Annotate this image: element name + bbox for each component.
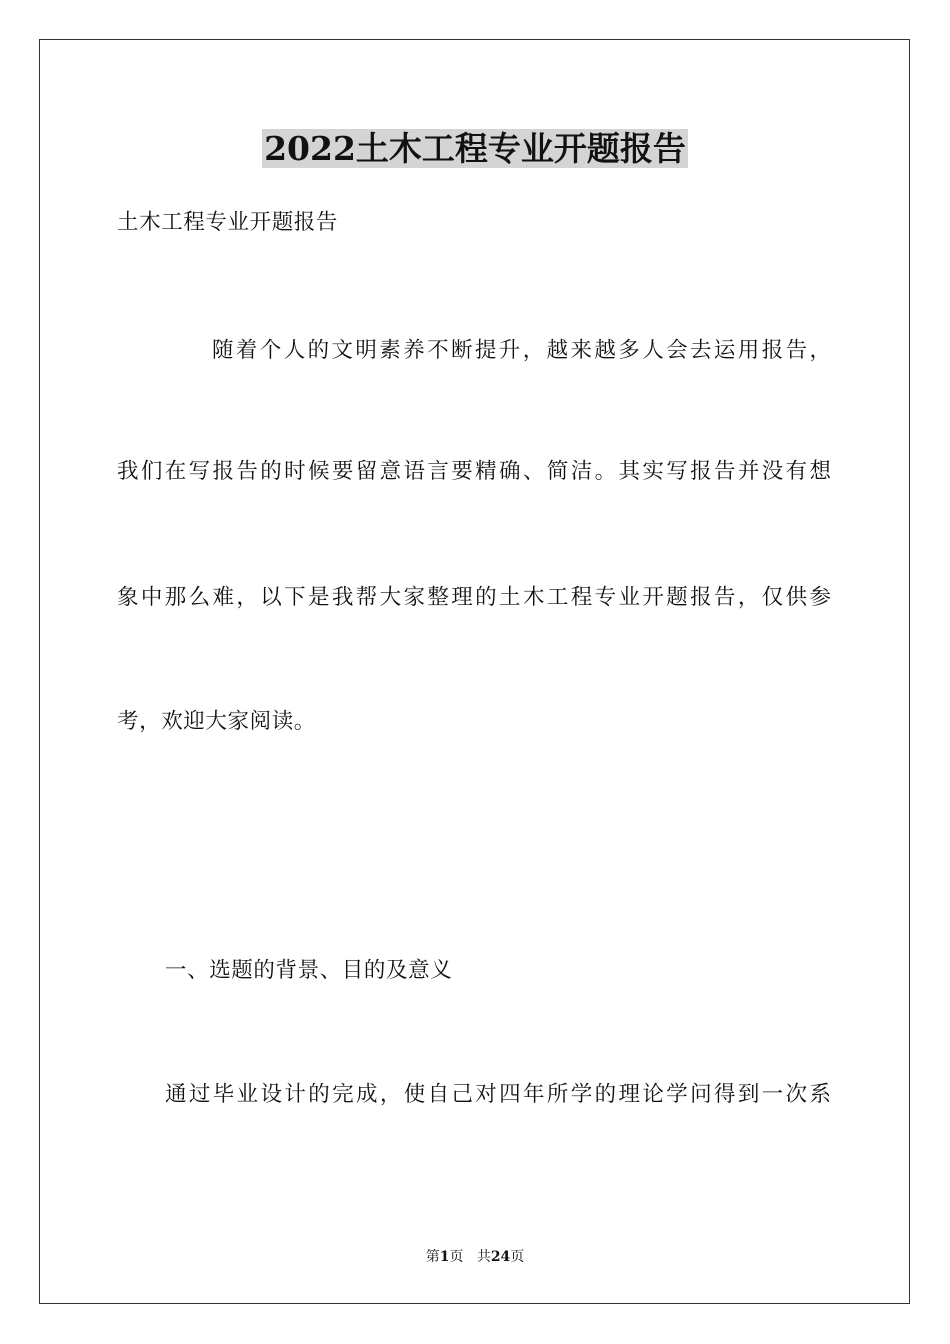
section-paragraph-line: 通过毕业设计的完成，使自己对四年所学的理论学问得到一次系 bbox=[165, 1082, 831, 1107]
intro-line-2: 我们在写报告的时候要留意语言要精确、简洁。其实写报告并没有想 bbox=[117, 459, 831, 484]
footer-page-number: 1 bbox=[439, 1249, 450, 1265]
intro-line-1: 随着个人的文明素养不断提升，越来越多人会去运用报告， bbox=[212, 338, 831, 363]
section-heading: 一、选题的背景、目的及意义 bbox=[165, 958, 453, 983]
footer-total-number: 24 bbox=[490, 1249, 511, 1265]
intro-line-3: 象中那么难，以下是我帮大家整理的土木工程专业开题报告，仅供参 bbox=[117, 585, 831, 610]
page-footer bbox=[0, 1247, 950, 1267]
document-title-text: 2022土木工程专业开题报告 bbox=[264, 129, 686, 168]
footer-page-prefix: 第 bbox=[425, 1249, 440, 1265]
document-subtitle: 土木工程专业开题报告 bbox=[117, 210, 339, 235]
footer-total-prefix: 共 bbox=[476, 1249, 491, 1265]
footer-total-suffix: 页 bbox=[510, 1249, 525, 1265]
document-title bbox=[0, 126, 950, 172]
intro-line-4: 考，欢迎大家阅读。 bbox=[117, 709, 316, 734]
footer-page-suffix: 页 bbox=[449, 1249, 464, 1265]
